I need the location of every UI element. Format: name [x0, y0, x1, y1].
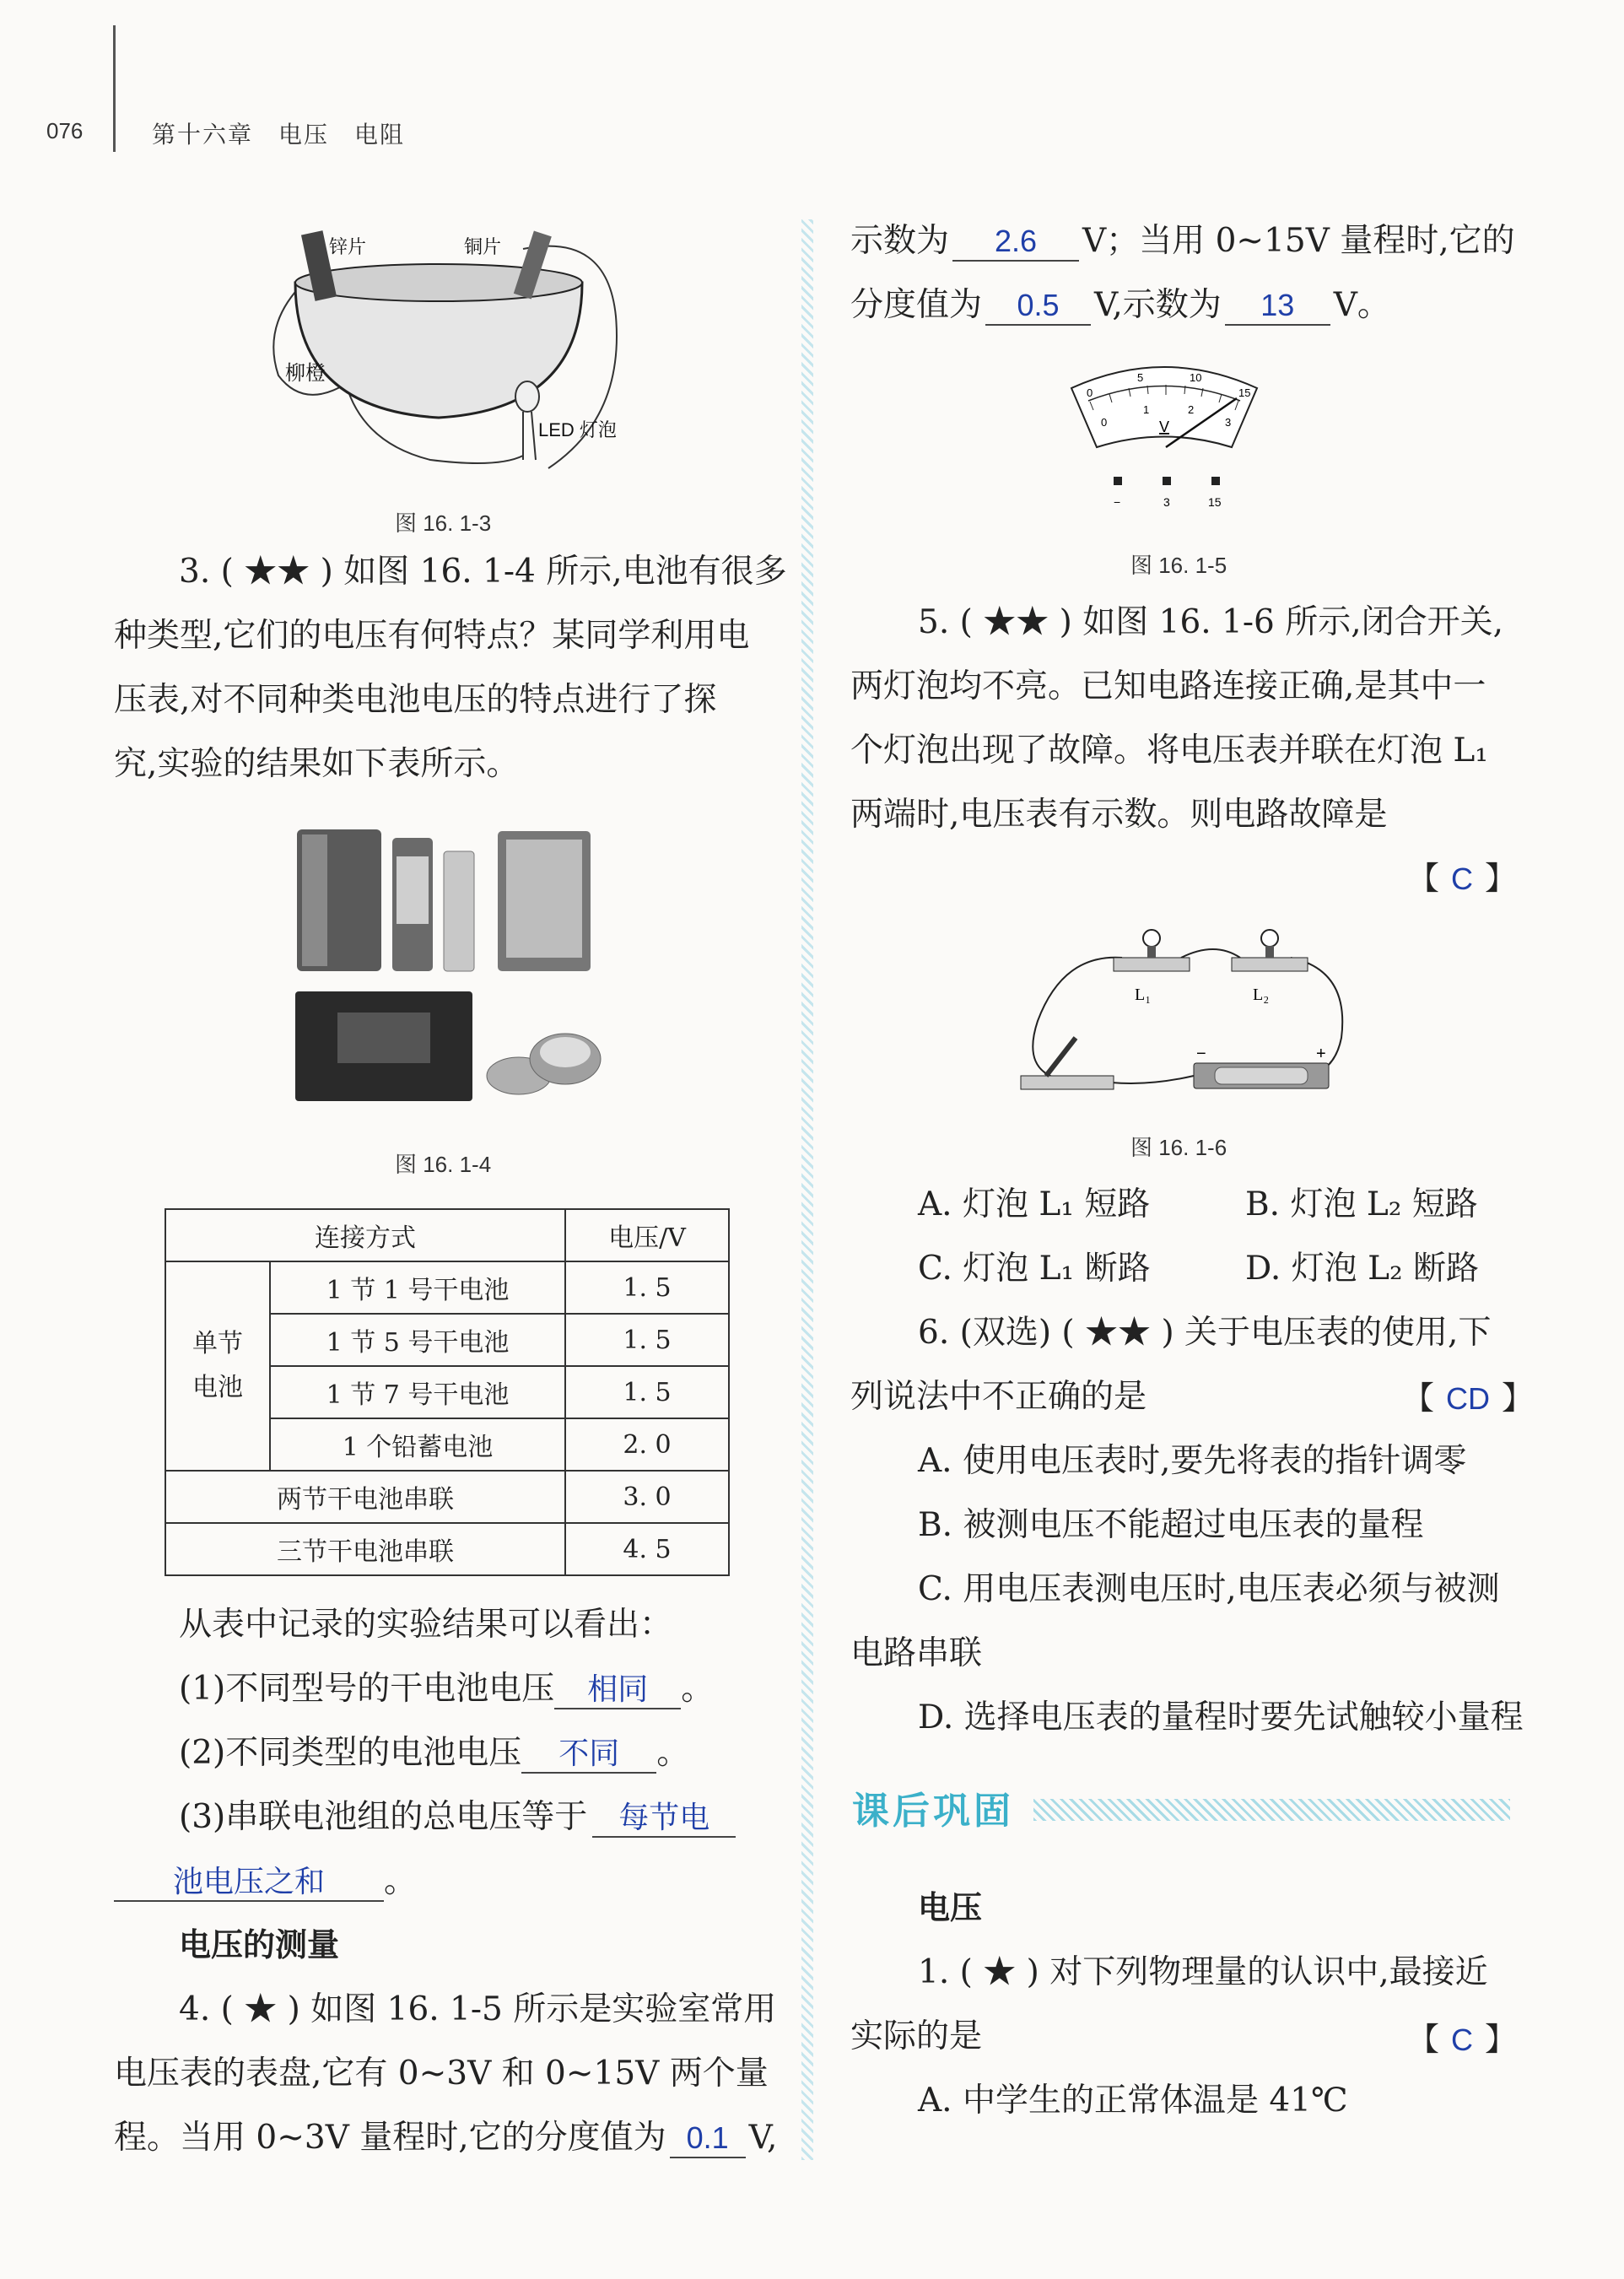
scale-top-0: 0: [1087, 386, 1093, 399]
hq1-answer: C: [1451, 2022, 1474, 2057]
q6-option-d: D. 选择电压表的量程时要先试触较小量程: [918, 1698, 1524, 1736]
answer-blank: 0.1: [670, 2120, 746, 2158]
table-cell: 两节干电池串联: [165, 1471, 565, 1523]
orange-battery-figure: [245, 215, 650, 485]
answer-blank: 13: [1225, 287, 1330, 326]
zinc-label: 锌片: [329, 236, 367, 257]
q6-option-c: C. 用电压表测电压时,电压表必须与被测: [918, 1570, 1500, 1608]
terminal-3: 3: [1163, 495, 1170, 509]
chapter-title: 第十六章 电压 电阻: [152, 122, 406, 148]
fig6-caption: 图 16. 1-6: [1130, 1135, 1227, 1160]
led-label: LED 灯泡: [538, 419, 617, 440]
table-header-cell: 电压/V: [565, 1209, 729, 1261]
scale-bot-3: 3: [1225, 416, 1232, 429]
circuit-figure: [1012, 920, 1350, 1105]
q5-line3: 个灯泡出现了故障。将电压表并联在灯泡 L₁: [850, 732, 1488, 770]
q3-line3: 压表,对不同种类电池电压的特点进行了探: [114, 681, 717, 719]
q3-line1: 3. ( ★★ ) 如图 16. 1-4 所示,电池有很多: [179, 553, 787, 591]
table-cell: 1 个铅蓄电池: [270, 1418, 565, 1471]
section-stripe: [1033, 1799, 1510, 1821]
q5-line2: 两灯泡均不亮。已知电路连接正确,是其中一: [850, 667, 1486, 705]
q5-answer-bracket: 【 C 】: [1407, 860, 1518, 897]
copper-label: 铜片: [464, 236, 502, 257]
q6-option-c-cont: 电路串联: [850, 1634, 983, 1672]
answer-blank: 不同: [521, 1735, 656, 1774]
table-cell: 4. 5: [565, 1523, 729, 1575]
page-number: 076: [46, 118, 84, 143]
conclusion-1: (1)不同型号的干电池电压 相同 。: [179, 1670, 715, 1708]
answer-blank: 相同: [554, 1671, 681, 1709]
q4-cont-line2: 分度值为 0.5 V,示数为 13 V。: [850, 286, 1390, 324]
hq1-option-a: A. 中学生的正常体温是 41℃: [918, 2082, 1348, 2120]
batteries-figure: [287, 823, 607, 1110]
terminal-neg: −: [1114, 495, 1121, 509]
q3-line2: 种类型,它们的电压有何特点？某同学利用电: [114, 617, 750, 655]
table-cell: 2. 0: [565, 1418, 729, 1471]
label-plus: +: [1316, 1045, 1326, 1063]
label-l2: L₂: [1253, 986, 1270, 1004]
fig3-caption: 图 16. 1-3: [395, 510, 492, 536]
q6-answer: CD: [1446, 1381, 1491, 1416]
orange-label: 柳橙: [285, 362, 326, 385]
group-label-cell: [165, 1261, 270, 1471]
label-l1: L₁: [1135, 986, 1152, 1004]
table-cell: 3. 0: [565, 1471, 729, 1523]
q4-line1: 4. ( ★ ) 如图 16. 1-5 所示是实验室常用: [179, 1990, 777, 2028]
hq1-line2: 实际的是: [850, 2017, 983, 2055]
scale-bot-1: 1: [1143, 403, 1150, 416]
column-divider: [801, 219, 813, 2160]
q5-line1: 5. ( ★★ ) 如图 16. 1-6 所示,闭合开关,: [918, 603, 1504, 641]
q6-answer-bracket: 【 CD 】: [1402, 1380, 1535, 1417]
answer-blank: 0.5: [985, 287, 1091, 326]
section-title: 课后巩固: [852, 1790, 1014, 1832]
q5-line4: 两端时,电压表有示数。则电路故障是: [850, 796, 1388, 834]
q3-line4: 究,实验的结果如下表所示。: [114, 745, 520, 783]
q4-line2: 电压表的表盘,它有 0~3V 和 0~15V 两个量: [114, 2055, 769, 2093]
scale-top-10: 10: [1190, 371, 1202, 384]
scale-top-5: 5: [1137, 371, 1144, 384]
voltmeter-dial-figure: [1063, 354, 1265, 523]
table-cell: 1. 5: [565, 1261, 729, 1314]
header-rule: [113, 25, 116, 152]
table-row: [165, 1523, 729, 1575]
group-label-line: 电池: [192, 1373, 243, 1402]
scale-bot-2: 2: [1188, 403, 1195, 416]
label-minus: −: [1196, 1045, 1206, 1063]
table-cell: 1 节 5 号干电池: [270, 1314, 565, 1366]
q5-answer: C: [1451, 861, 1474, 896]
answer-blank: 每节电: [592, 1799, 736, 1838]
table-cell: 三节干电池串联: [165, 1523, 565, 1575]
subheading-voltage: 电压: [918, 1891, 983, 1926]
table-cell: 1 节 7 号干电池: [270, 1366, 565, 1418]
table-cell: 1. 5: [565, 1314, 729, 1366]
table-cell: 1. 5: [565, 1366, 729, 1418]
subheading-voltage-measure: 电压的测量: [179, 1928, 340, 1963]
group-label-line: 单节: [192, 1329, 243, 1358]
answer-blank: 2.6: [952, 223, 1079, 262]
conclusion-3-cont: 池电压之和 。: [114, 1850, 417, 1914]
q6-line2: 列说法中不正确的是: [850, 1378, 1147, 1416]
hq1-line1: 1. ( ★ ) 对下列物理量的认识中,最接近: [918, 1953, 1488, 1991]
hq1-answer-bracket: 【 C 】: [1407, 2021, 1518, 2058]
table-row: [165, 1471, 729, 1523]
q5-option-a: A. 灯泡 L₁ 短路: [918, 1185, 1151, 1223]
q6-line1: 6. (双选) ( ★★ ) 关于电压表的使用,下: [918, 1314, 1492, 1352]
q4-cont-line1: 示数为 2.6 V；当用 0~15V 量程时,它的: [850, 222, 1515, 260]
fig4-caption: 图 16. 1-4: [395, 1152, 492, 1177]
table-header-cell: 连接方式: [165, 1209, 565, 1261]
conclusion-2: (2)不同类型的电池电压 不同 。: [179, 1734, 690, 1772]
q6-option-a: A. 使用电压表时,要先将表的指针调零: [918, 1442, 1467, 1480]
scale-top-15: 15: [1238, 386, 1251, 399]
unit-v: V: [1159, 419, 1170, 435]
q5-option-d: D. 灯泡 L₂ 断路: [1245, 1250, 1479, 1288]
scale-bot-0: 0: [1101, 416, 1108, 429]
answer-blank: 池电压之和: [114, 1863, 384, 1902]
conclusion-3: (3)串联电池组的总电压等于 每节电: [179, 1785, 736, 1850]
table-header-row: [165, 1209, 729, 1261]
q5-option-b: B. 灯泡 L₂ 短路: [1245, 1185, 1478, 1223]
table-row: [165, 1261, 729, 1314]
q4-line3: 程。当用 0~3V 量程时,它的分度值为 0.1 V,: [114, 2119, 778, 2157]
terminal-15: 15: [1208, 495, 1222, 509]
voltage-table: [165, 1208, 730, 1576]
q5-option-c: C. 灯泡 L₁ 断路: [918, 1250, 1151, 1288]
q6-option-b: B. 被测电压不能超过电压表的量程: [918, 1506, 1424, 1544]
conclusion-intro: 从表中记录的实验结果可以看出：: [179, 1606, 673, 1644]
fig5-caption: 图 16. 1-5: [1130, 553, 1227, 578]
table-cell: 1 节 1 号干电池: [270, 1261, 565, 1314]
